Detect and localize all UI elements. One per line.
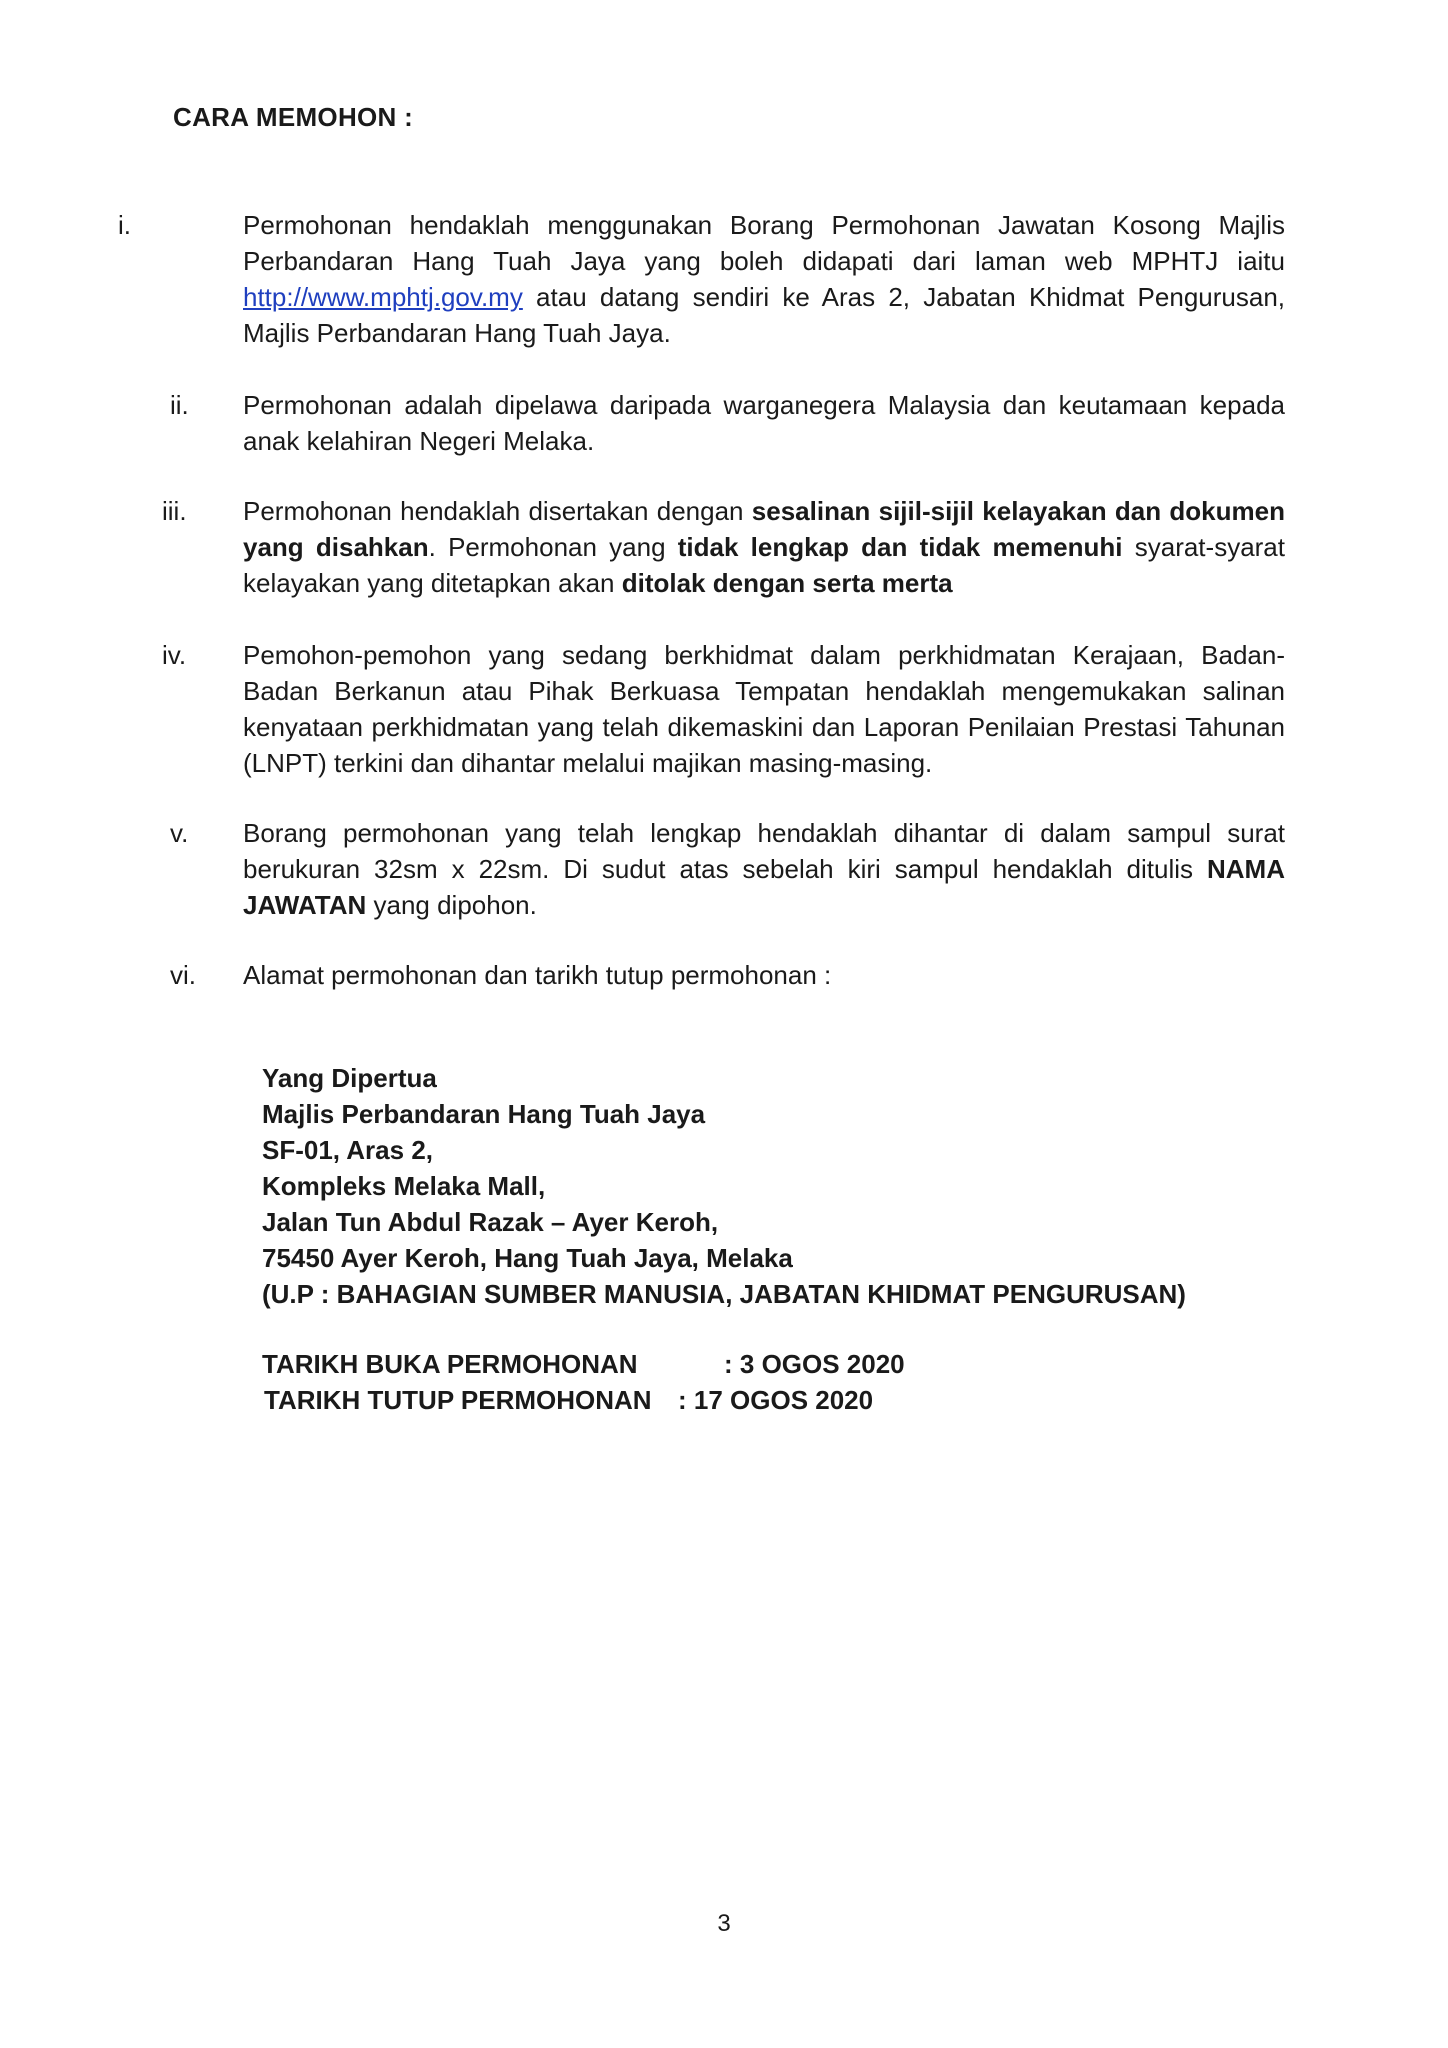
page-number: 3 [717, 1910, 731, 1937]
item-number: iii. [162, 496, 187, 526]
item-text-part: yang dipohon. [366, 890, 537, 920]
item-text-part: Permohonan hendaklah menggunakan Borang Permohonan Jawatan Kosong Majlis Perbandaran Hang Tuah Jaya yang boleh didapati dari laman web MPHTJ iaitu [243, 210, 1285, 276]
item-text [243, 387, 1285, 459]
item-number: v. [170, 818, 189, 848]
item-text [243, 815, 1285, 923]
open-date-label: TARIKH BUKA PERMOHONAN [262, 1349, 638, 1379]
item-text-part: Pemohon-pemohon yang sedang berkhidmat dalam perkhidmatan Kerajaan, Badan-Badan Berkanun atau Pihak Berkuasa Tempatan hendaklah mengemukakan salinan kenyataan perkhidmatan yang telah dikemaskini dan Laporan Penilaian Prestasi Tahunan (LNPT) terkini dan dihantar melalui majikan masing-masing. [243, 640, 1285, 778]
address-line: (U.P : BAHAGIAN SUMBER MANUSIA, JABATAN KHIDMAT PENGURUSAN) [262, 1279, 1186, 1309]
item-text [243, 637, 1285, 781]
item-text-bold: sesalinan sijil-sijil kelayakan dan dokumen yang disahkan [243, 496, 1285, 562]
address-line: Yang Dipertua [262, 1063, 437, 1093]
address-line: Majlis Perbandaran Hang Tuah Jaya [262, 1099, 706, 1129]
item-text-part: Permohonan hendaklah disertakan dengan [243, 496, 752, 526]
item-number: vi. [170, 960, 196, 990]
address-line: Kompleks Melaka Mall, [262, 1171, 546, 1201]
open-date-value: : 3 OGOS 2020 [724, 1349, 905, 1379]
address-line: SF-01, Aras 2, [262, 1135, 434, 1165]
item-text-bold: tidak lengkap dan tidak memenuhi [677, 532, 1123, 562]
section-heading: CARA MEMOHON : [173, 102, 414, 132]
address-line: 75450 Ayer Keroh, Hang Tuah Jaya, Melaka [262, 1243, 793, 1273]
item-text [243, 207, 1285, 351]
item-text [243, 493, 1285, 601]
close-date-value: : 17 OGOS 2020 [678, 1385, 874, 1415]
item-text-bold: NAMA JAWATAN [243, 854, 1285, 920]
item-text-bold: ditolak dengan serta merta [621, 568, 953, 598]
item-text-part: Permohonan adalah dipelawa daripada warganegera Malaysia dan keutamaan kepada anak kelahiran Negeri Melaka. [243, 390, 1285, 456]
website-link[interactable]: http://www.mphtj.gov.my [243, 282, 523, 312]
address-line: Jalan Tun Abdul Razak – Ayer Keroh, [262, 1207, 719, 1237]
item-number: ii. [170, 390, 189, 420]
item-text [243, 957, 1285, 993]
item-text-part: . Permohonan yang [428, 532, 678, 562]
item-text-part: Borang permohonan yang telah lengkap hendaklah dihantar di dalam sampul surat berukuran 32sm x 22sm. Di sudut atas sebelah kiri sampul hendaklah ditulis [243, 818, 1285, 884]
item-number: i. [118, 210, 131, 240]
item-text-part: syarat-syarat kelayakan yang ditetapkan akan [243, 532, 1285, 598]
item-number: iv. [162, 640, 187, 670]
item-text-part: Alamat permohonan dan tarikh tutup permohonan : [243, 960, 832, 990]
close-date-label: TARIKH TUTUP PERMOHONAN [264, 1385, 652, 1415]
item-text-part: atau datang sendiri ke Aras 2, Jabatan Khidmat Pengurusan, Majlis Perbandaran Hang Tuah Jaya. [243, 282, 1285, 348]
mailing-address [262, 1060, 1186, 1312]
